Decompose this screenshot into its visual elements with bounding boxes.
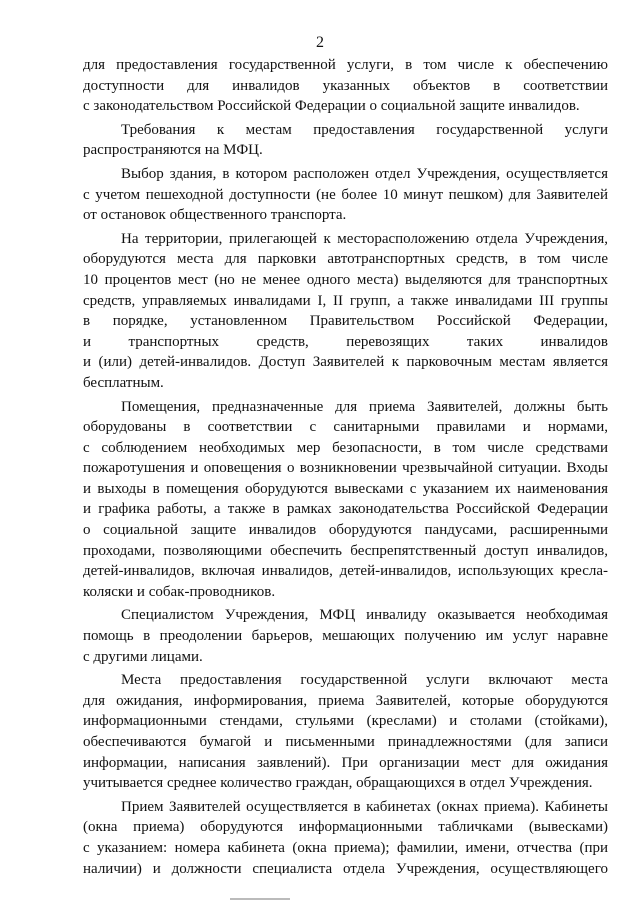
text-line: от остановок общественного транспорта. <box>83 207 347 224</box>
text-line: коляски и собак-проводников. <box>83 583 276 600</box>
text-line: Помещения, предназначенные для приема Заявителей, должны быть <box>121 398 608 415</box>
text-line: проходами, позволяющими обеспечить беспрепятственный доступ инвалидов, <box>83 542 608 559</box>
text-line: с соблюдением необходимых мер безопасности, в том числе средствами <box>83 439 608 456</box>
text-line: Специалистом Учреждения, МФЦ инвалиду оказывается необходимая <box>121 607 608 624</box>
text-line: распространяются на МФЦ. <box>83 142 263 159</box>
text-line: бесплатным. <box>83 374 164 391</box>
paragraph <box>83 55 608 117</box>
text-line: информационными стендами, стульями (креслами) и столами (стойками), <box>83 713 608 730</box>
text-line: с другими лицами. <box>83 648 203 665</box>
text-line: оборудованы в соответствии с санитарными правилами и нормами, <box>83 419 608 436</box>
text-line: пожаротушения и оповещения о возникновении чрезвычайной ситуации. Входы <box>83 460 608 477</box>
text-line: обеспечиваются бумагой и письменными принадлежностями (для записи <box>83 734 608 750</box>
scan-artifact <box>230 898 290 900</box>
text-line: 10 процентов мест (но не менее одного места) выделяются для транспортных <box>83 271 608 288</box>
text-line: доступности для инвалидов указанных объектов в соответствии <box>83 77 608 94</box>
text-line: Выбор здания, в котором расположен отдел Учреждения, осуществляется <box>121 165 608 182</box>
text-line: и (или) детей-инвалидов. Доступ Заявителей к парковочным местам является <box>83 354 608 371</box>
text-line: Требования к местам предоставления государственной услуги <box>121 121 608 138</box>
text-line: информации, написания заявлений). При организации мест для ожидания <box>83 754 608 771</box>
paragraph <box>83 164 608 226</box>
text-line: средств, управляемых инвалидами I, II групп, а также инвалидами III группы <box>83 292 608 309</box>
paragraph <box>83 670 608 794</box>
text-line: с законодательством Российской Федерации о социальной защите инвалидов. <box>83 98 580 115</box>
text-line: с учетом пешеходной доступности (не более 10 минут пешком) для Заявителей <box>83 186 608 203</box>
paragraph <box>83 229 608 394</box>
text-line: для ожидания, информирования, приема Заявителей, которые оборудуются <box>83 692 608 709</box>
text-line: для предоставления государственной услуги, в том числе к обеспечению <box>83 57 608 73</box>
text-line: На территории, прилегающей к месторасположению отдела Учреждения, <box>121 230 608 247</box>
text-line: в порядке, установленном Правительством Российской Федерации, <box>83 313 608 330</box>
document-body <box>83 55 608 879</box>
paragraph <box>83 797 608 879</box>
page-number: 2 <box>316 34 324 51</box>
text-line: Места предоставления государственной услуги включают места <box>121 672 608 689</box>
text-line: учитывается среднее количество граждан, обращающихся в отдел Учреждения. <box>83 775 593 792</box>
text-line: (окна приема) оборудуются информационными табличками (вывесками) <box>83 819 608 836</box>
text-line: наличии) и должности специалиста отдела Учреждения, осуществляющего <box>83 860 608 877</box>
paragraph <box>83 120 608 161</box>
text-line: детей-инвалидов, включая инвалидов, детей-инвалидов, использующих кресла- <box>83 563 608 580</box>
text-line: и транспортных средств, перевозящих таких инвалидов <box>83 333 608 350</box>
text-line: и выходы в помещения оборудуются вывесками с указанием их наименования <box>83 480 608 497</box>
text-line: помощь в преодолении барьеров, мешающих получению им услуг наравне <box>83 628 608 645</box>
text-line: с указанием: номера кабинета (окна приема); фамилии, имени, отчества (при <box>83 839 608 856</box>
paragraph <box>83 397 608 603</box>
paragraph <box>83 605 608 667</box>
text-line: о социальной защите инвалидов оборудуются пандусами, расширенными <box>83 522 608 539</box>
text-line: и графика работы, а также в рамках законодательства Российской Федерации <box>83 501 608 518</box>
text-line: оборудуются места для парковки автотранспортных средств, в том числе <box>83 251 608 268</box>
text-line: Прием Заявителей осуществляется в кабинетах (окнах приема). Кабинеты <box>121 798 608 815</box>
